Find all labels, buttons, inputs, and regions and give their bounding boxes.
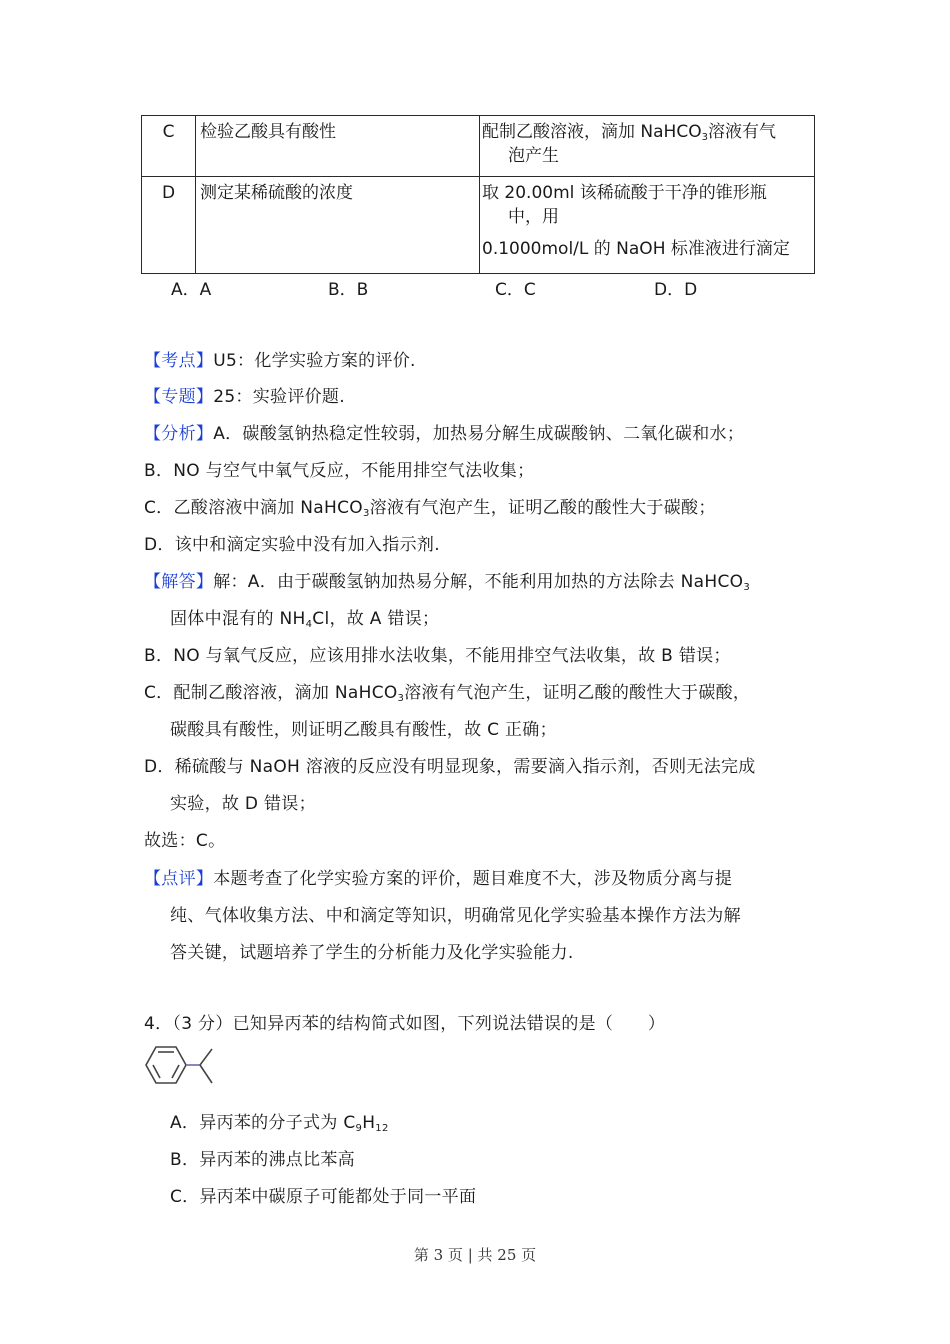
jieda-c2: 碳酸具有酸性，则证明乙酸具有酸性，故 C 正确； <box>170 720 557 740</box>
option-d: D．D <box>654 280 698 300</box>
row-method: 配制乙酸溶液，滴加 NaHCO$_3$溶液有气 泡产生 <box>480 116 815 177</box>
dianping-tag: 【点评】 <box>144 869 214 889</box>
zhuanti-tag: 【专题】 <box>144 387 214 407</box>
row-purpose: 检验乙酸具有酸性 <box>196 116 480 177</box>
isopropylbenzene-structure-icon <box>144 1043 220 1089</box>
row-label: D <box>142 177 196 274</box>
zhuanti-line: 【专题】25：实验评价题. <box>144 387 345 407</box>
q4-option-b: B．异丙苯的沸点比苯高 <box>170 1150 355 1170</box>
jieda-line: 【解答】解：A．由于碳酸氢钠加热易分解，不能利用加热的方法除去 NaHCO$_3$ <box>144 572 750 593</box>
fenxi-line: 【分析】A．碳酸氢钠热稳定性较弱，加热易分解生成碳酸钠、二氧化碳和水； <box>144 424 745 444</box>
jieda-tag: 【解答】 <box>144 572 214 592</box>
fenxi-c: C．乙酸溶液中滴加 NaHCO$_3$溶液有气泡产生，证明乙酸的酸性大于碳酸； <box>144 498 716 519</box>
experiment-table <box>141 115 815 274</box>
dianping-2: 纯、气体收集方法、中和滴定等知识，明确常见化学实验基本操作方法为解 <box>170 906 741 926</box>
row-method: 取 20.00ml 该稀硫酸于干净的锥形瓶 中，用 0.1000mol/L 的 NaOH 标准液进行滴定 <box>480 177 815 274</box>
question-4-stem: 4．（3 分）已知异丙苯的结构简式如图，下列说法错误的是（ ） <box>144 1014 666 1034</box>
fenxi-tag: 【分析】 <box>144 424 214 444</box>
row-label: C <box>142 116 196 177</box>
fenxi-d: D．该中和滴定实验中没有加入指示剂. <box>144 535 440 555</box>
answer-line: 故选：C。 <box>144 831 226 851</box>
kaodian-tag: 【考点】 <box>144 351 214 371</box>
table-row <box>142 177 815 274</box>
row-purpose: 测定某稀硫酸的浓度 <box>196 177 480 274</box>
page-footer: 第 3 页 | 共 25 页 <box>413 1246 537 1264</box>
option-c: C．C <box>495 280 536 300</box>
jieda-a2: 固体中混有的 $NH_4Cl$，故 A 错误； <box>170 609 440 630</box>
dianping-line: 【点评】本题考查了化学实验方案的评价，题目难度不大，涉及物质分离与提 <box>144 869 733 889</box>
fenxi-b: B．NO 与空气中氧气反应，不能用排空气法收集； <box>144 461 535 481</box>
table-row <box>142 116 815 177</box>
option-b: B．B <box>328 280 369 300</box>
jieda-b: B．NO 与氧气反应，应该用排水法收集，不能用排空气法收集，故 B 错误； <box>144 646 731 666</box>
jieda-d: D．稀硫酸与 NaOH 溶液的反应没有明显现象，需要滴入指示剂，否则无法完成 <box>144 757 756 777</box>
q4-option-a: A．异丙苯的分子式为 $C_9H_{12}$ <box>170 1113 389 1134</box>
q4-option-c: C．异丙苯中碳原子可能都处于同一平面 <box>170 1187 477 1207</box>
jieda-c: C．配制乙酸溶液，滴加 NaHCO$_3$溶液有气泡产生，证明乙酸的酸性大于碳酸， <box>144 683 751 704</box>
jieda-d2: 实验，故 D 错误； <box>170 794 316 814</box>
option-a: A．A <box>171 280 212 300</box>
kaodian-line: 【考点】U5：化学实验方案的评价. <box>144 351 416 371</box>
dianping-3: 答关键，试题培养了学生的分析能力及化学实验能力. <box>170 943 574 963</box>
